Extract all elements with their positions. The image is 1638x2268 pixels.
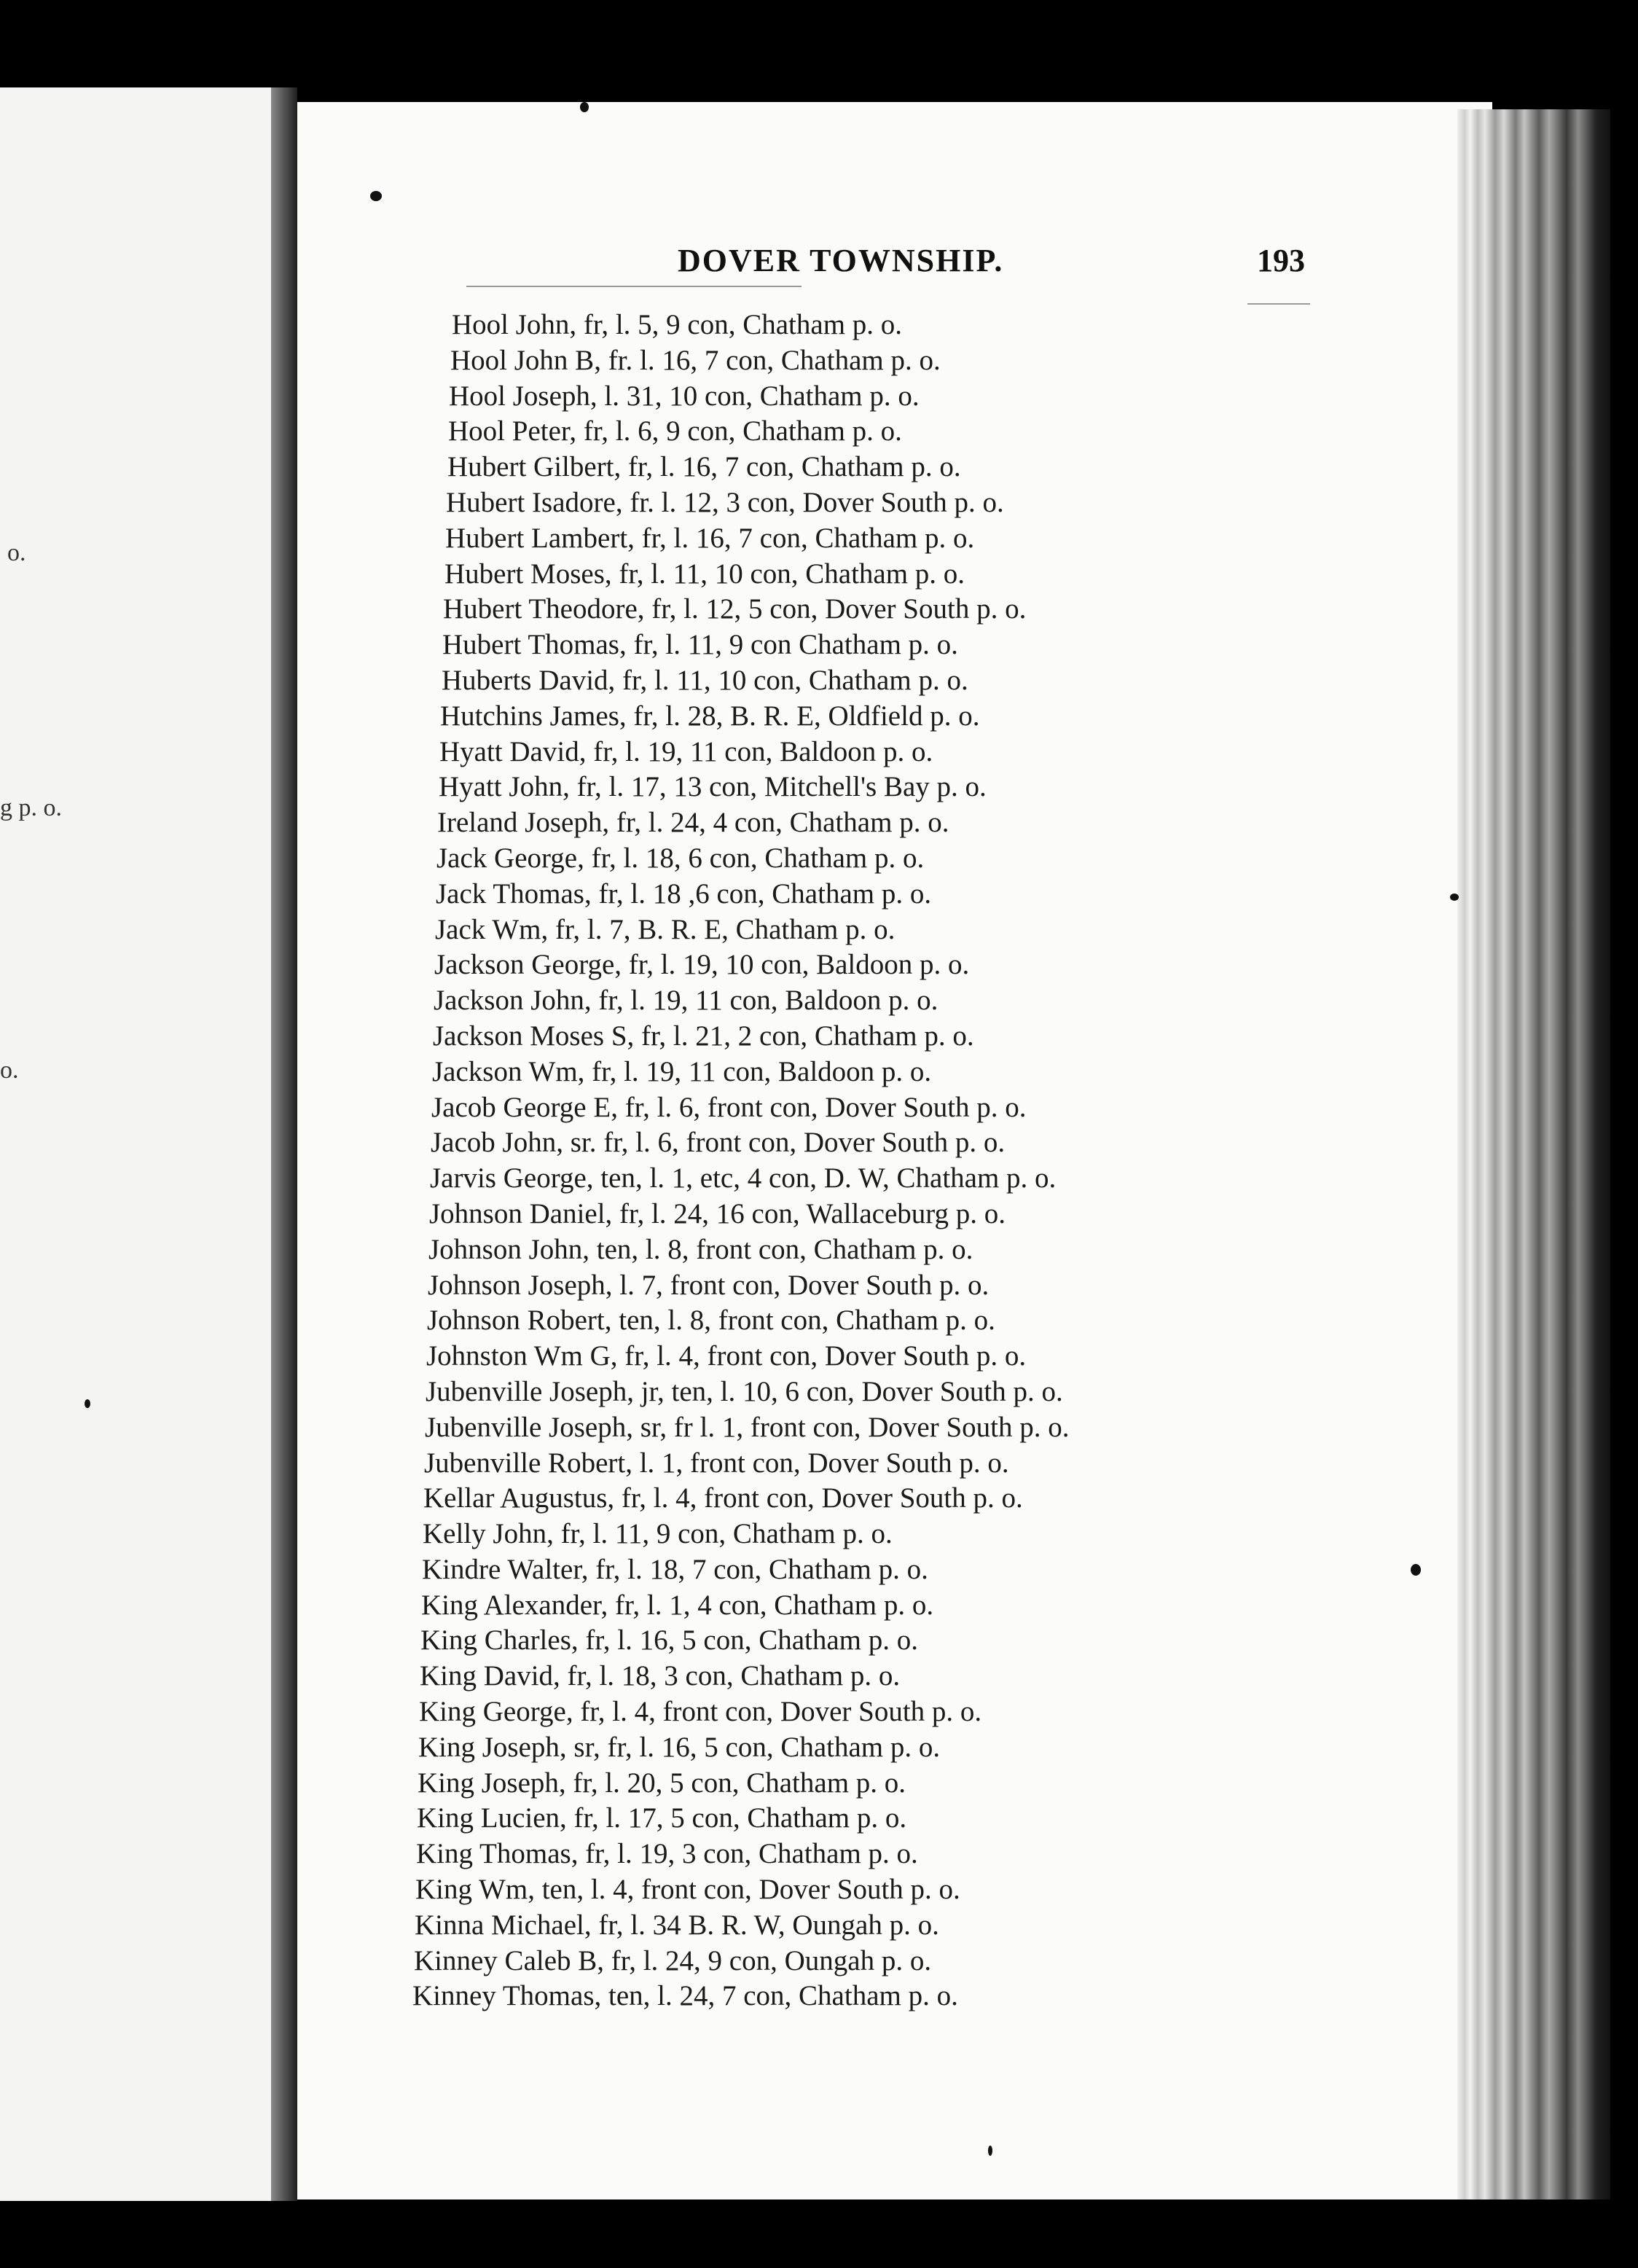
directory-entry: Huberts David, fr, l. 11, 10 con, Chatham p. o. [442, 664, 968, 696]
directory-entry: Kelly John, fr, l. 11, 9 con, Chatham p. o. [423, 1518, 893, 1550]
directory-entry: Jack George, fr, l. 18, 6 con, Chatham p. o. [436, 842, 925, 874]
directory-entry: Hool John, fr, l. 5, 9 con, Chatham p. o. [452, 309, 903, 340]
directory-entry: Jacob John, sr. fr, l. 6, front con, Dover South p. o. [431, 1127, 1006, 1159]
ink-speck [1411, 1564, 1421, 1576]
directory-entry: Jubenville Robert, l. 1, front con, Dover South p. o. [424, 1447, 1009, 1479]
header-rule [466, 286, 802, 287]
directory-entry: Jackson Wm, fr, l. 19, 11 con, Baldoon p. o. [432, 1055, 932, 1087]
directory-entry: Hubert Isadore, fr. l. 12, 3 con, Dover South p. o. [446, 486, 1004, 518]
directory-entry: Jackson George, fr, l. 19, 10 con, Baldoon p. o. [434, 949, 970, 981]
page-stack-edges [1457, 109, 1610, 2199]
directory-entry: Kinna Michael, fr, l. 34 B. R. W, Oungah p. o. [415, 1909, 939, 1941]
directory-entry: King Charles, fr, l. 16, 5 con, Chatham p. o. [420, 1624, 918, 1657]
ink-speck [988, 2146, 992, 2156]
directory-entry: Kinney Caleb B, fr, l. 24, 9 con, Oungah p. o. [414, 1944, 932, 1976]
header-rule [1247, 303, 1310, 305]
directory-entry: Hubert Thomas, fr, l. 11, 9 con Chatham p. o. [442, 629, 958, 661]
directory-entry: Jack Wm, fr, l. 7, B. R. E, Chatham p. o. [435, 913, 896, 945]
directory-entry: Hubert Gilbert, fr, l. 16, 7 con, Chatham p. o. [447, 451, 961, 483]
facing-page-fragment: o. [7, 539, 26, 566]
directory-entry: Hyatt David, fr, l. 19, 11 con, Baldoon p. o. [439, 735, 933, 767]
directory-entry: Jacob George E, fr, l. 6, front con, Dover South p. o. [431, 1091, 1027, 1123]
directory-entry: Kinney Thomas, ten, l. 24, 7 con, Chatham p. o. [412, 1980, 958, 2012]
directory-entry: Johnson John, ten, l. 8, front con, Chatham p. o. [428, 1233, 973, 1265]
directory-list [408, 308, 1457, 2014]
directory-entry: King Lucien, fr, l. 17, 5 con, Chatham p. o. [417, 1802, 907, 1834]
page-title: DOVER TOWNSHIP. [678, 243, 1004, 278]
directory-entry: Johnson Daniel, fr, l. 24, 16 con, Wallaceburg p. o. [429, 1197, 1006, 1229]
directory-entry: Hubert Moses, fr, l. 11, 10 con, Chatham p. o. [444, 558, 965, 590]
directory-entry: Kellar Augustus, fr, l. 4, front con, Dover South p. o. [423, 1482, 1023, 1514]
facing-page-fragment: o. [0, 1057, 19, 1084]
directory-entry: Hool John B, fr. l. 16, 7 con, Chatham p. o. [450, 344, 941, 376]
facing-page-fragment: g p. o. [0, 794, 62, 821]
directory-entry: Jubenville Joseph, jr, ten, l. 10, 6 con, Dover South p. o. [426, 1375, 1063, 1407]
directory-entry: Hool Joseph, l. 31, 10 con, Chatham p. o. [449, 380, 920, 412]
directory-entry: Johnson Joseph, l. 7, front con, Dover South p. o. [428, 1269, 990, 1301]
directory-entry: Jubenville Joseph, sr, fr l. 1, front con, Dover South p. o. [425, 1411, 1070, 1443]
directory-entry: Kindre Walter, fr, l. 18, 7 con, Chatham p. o. [422, 1553, 928, 1585]
directory-entry: Hubert Theodore, fr, l. 12, 5 con, Dover South p. o. [443, 593, 1027, 625]
directory-entry: King Wm, ten, l. 4, front con, Dover South p. o. [415, 1874, 960, 1906]
directory-entry: Hool Peter, fr, l. 6, 9 con, Chatham p. o. [448, 415, 902, 447]
directory-entry: Hutchins James, fr, l. 28, B. R. E, Oldfield p. o. [440, 700, 980, 732]
directory-entry: Johnson Robert, ten, l. 8, front con, Chatham p. o. [427, 1305, 995, 1337]
directory-entry: Jackson Moses S, fr, l. 21, 2 con, Chatham p. o. [433, 1020, 974, 1052]
directory-entry: King Thomas, fr, l. 19, 3 con, Chatham p. o. [416, 1838, 918, 1870]
directory-entry: Hubert Lambert, fr, l. 16, 7 con, Chatham p. o. [445, 522, 975, 554]
directory-entry: Jack Thomas, fr, l. 18 ,6 con, Chatham p. o. [436, 877, 932, 910]
directory-entry: Jackson John, fr, l. 19, 11 con, Baldoon p. o. [434, 985, 938, 1017]
ink-speck [1450, 893, 1459, 901]
ink-speck [580, 102, 589, 112]
directory-entry: King David, fr, l. 18, 3 con, Chatham p. o. [420, 1660, 901, 1692]
ink-speck [85, 1399, 90, 1408]
directory-entry: Johnston Wm G, fr, l. 4, front con, Dover South p. o. [426, 1340, 1027, 1372]
directory-entry: King Joseph, sr, fr, l. 16, 5 con, Chatham p. o. [418, 1731, 941, 1763]
page-number: 193 [1257, 243, 1305, 278]
directory-entry: Hyatt John, fr, l. 17, 13 con, Mitchell's Bay p. o. [439, 771, 987, 803]
facing-page-edge [0, 87, 271, 2201]
directory-entry: Jarvis George, ten, l. 1, etc, 4 con, D. W, Chatham p. o. [430, 1162, 1057, 1194]
directory-entry: King Joseph, fr, l. 20, 5 con, Chatham p. o. [418, 1767, 906, 1799]
directory-entry: King Alexander, fr, l. 1, 4 con, Chatham p. o. [421, 1589, 934, 1621]
ink-speck [370, 191, 382, 201]
directory-entry: King George, fr, l. 4, front con, Dover South p. o. [419, 1696, 982, 1728]
book-gutter [271, 87, 297, 2201]
directory-entry: Ireland Joseph, fr, l. 24, 4 con, Chatham p. o. [437, 807, 949, 839]
